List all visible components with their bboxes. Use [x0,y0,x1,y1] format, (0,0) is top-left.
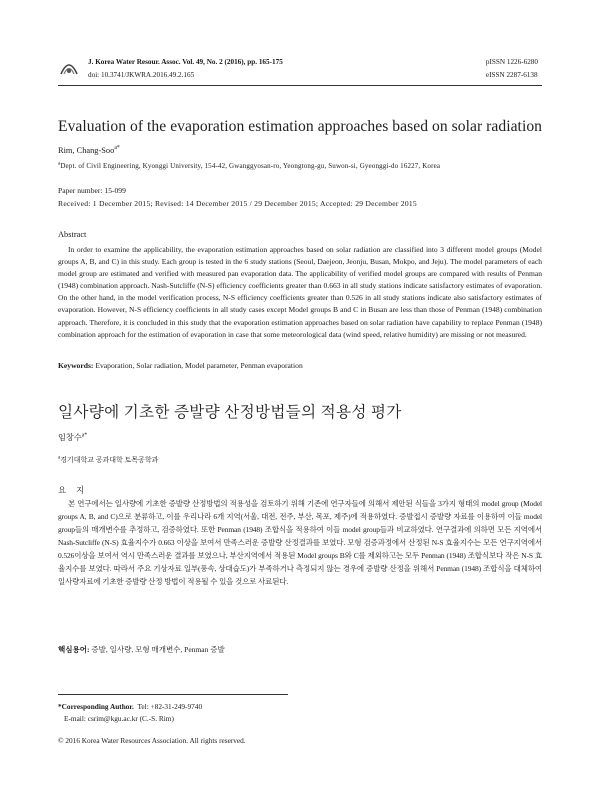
issn-block [486,56,538,82]
affiliation-en-text: Dept. of Civil Engineering, Kyonggi University, 154-42, Gwanggyosan-ro, Yeongtong-gu, Suwon-si, Gyeonggi-do 16227, Korea [60,162,441,170]
author-ko [58,432,87,443]
affiliation-ko-mark: a [58,455,61,461]
footnote-divider [58,694,288,695]
paper-title-ko: 일사량에 기초한 증발량 산정방법들의 적용성 평가 [58,404,402,421]
abstract-text: In order to examine the applicability, the evaporation estimation approaches based on solar radiation are classified into 3 different model groups (Model groups A, B, and C) in this study. Each group is tested in the 6 study stations (Seoul, Daejeon, Jeonju, Busan, Mokpo, and Jeju). The model parameters of each model group are estimated and verified with measured pan evaporation data. The applicability of verified model groups are compared with results of Penman (1948) combination approach. Nash-Sutcliffe (N-S) efficiency coefficients greater than 0.663 in all study stations indicate satisfactory estimates of evaporation. On the other hand, in the model verification process, N-S efficiency coefficients greater than 0.526 in all study stations indicate also satisfactory estimates of evaporation. However, N-S efficiency coefficients in all study cases except Model groups B and C in Busan are less than those of Penman (1948) combination approach. Therefore, it is concluded in this study that the evaporation estimation approaches based on solar radiation have capability to replace Penman (1948) combination approach for the estimation of evaporation in case that some meteorological data (wind speed, relative humidity) are missing or not measured. [58,245,542,339]
journal-logo-icon [58,54,80,78]
doi-text[interactable]: doi: 10.3741/JKWRA.2016.49.2.165 [88,71,195,79]
summary-text: 본 연구에서는 일사량에 기초한 증발량 산정방법의 적용성을 검토하기 위해 기존에 연구자들에 의해서 제안된 식들을 3가지 형태의 model group (Model groups A, B, and C)으로 분류하고, 이를 우리나라 6개 지역(서울, 대전, 전주, 부산, 목포, 제주)에 적용하였다. 증발접시 증발량 자료를 이용하여 이들 model group들의 매개변수를 추정하고, 검증하였다. 또한 Penman (1948) 조합식을 적용하여 이들 model group들과 비교하였다. 연구결과에 의하면 모든 지역에서 Nash-Sutcliffe (N-S) 효율지수가 0.663 이상을 보여서 만족스러운 증발량 산정결과를 보였다. 모형 검증과정에서 산정된 N-S 효율지수는 모든 연구지역에서 0.526이상을 보여서 역시 만족스러운 결과를 보였으나, 부산지역에서 적용된 Model groups B와 C를 제외하고는 모두 Penman (1948) 조합식보다 작은 N-S 효율지수를 보였다. 따라서 주요 기상자료 일부(풍속, 상대습도)가 부족하거나 측정되지 않는 경우에 증발량 산정을 위해서 Penman (1948) 조합식을 대체하여 일사량자료에 기초한 증발량 산정 방법이 적용될 수 있을 것으로 사료된다. [58,499,542,587]
author-en [58,146,120,155]
author-ko-name: 임창수 [58,433,82,442]
keywords-ko [58,644,542,655]
affiliation-en-mark: a [58,161,61,167]
journal-name: J. Korea Water Resour. Assoc. Vol. 49, No. 2 (2016), pp. 165-175 [88,58,283,66]
keywords-en-label: Keywords: [58,361,94,370]
affiliation-ko [58,455,158,465]
keywords-en-text: Evaporation, Solar radiation, Model parameter, Penman evaporation [95,361,303,370]
email-text[interactable]: E-mail: csrim@kgu.ac.kr (C.-S. Rim) [64,714,174,723]
affiliation-en [58,162,548,170]
journal-citation [88,56,283,82]
corresponding-author [58,701,202,725]
tel-text: Tel: +82-31-249-9740 [137,702,203,711]
keywords-ko-label: 핵심용어: [58,645,90,654]
affiliation-ko-text: 경기대학교 공과대학 토목공학과 [60,456,159,464]
received-dates: Received: 1 December 2015; Revised: 14 December 2015 / 29 December 2015; Accepted: 29 December 2015 [58,199,417,208]
author-ko-mark: a* [81,432,88,439]
pissn-text: pISSN 1226-6280 [485,58,538,66]
summary-heading: 요 지 [58,486,89,495]
abstract-heading: Abstract [58,230,87,239]
keywords-en [58,361,542,370]
author-en-mark: a* [114,145,120,152]
corresponding-label: *Corresponding Author. [58,702,134,711]
keywords-ko-text: 증발, 일사량, 모형 매개변수, Penman 증발 [91,645,225,654]
author-en-name: Rim, Chang-Soo [58,146,115,155]
paper-number: Paper number: 15-099 [58,186,126,195]
header-divider [58,85,542,86]
eissn-text: eISSN 2287-6138 [485,71,538,79]
paper-title-en: Evaluation of the evaporation estimation approaches based on solar radiation [58,118,543,135]
copyright-text: © 2016 Korea Water Resources Association. All rights reserved. [58,736,246,745]
